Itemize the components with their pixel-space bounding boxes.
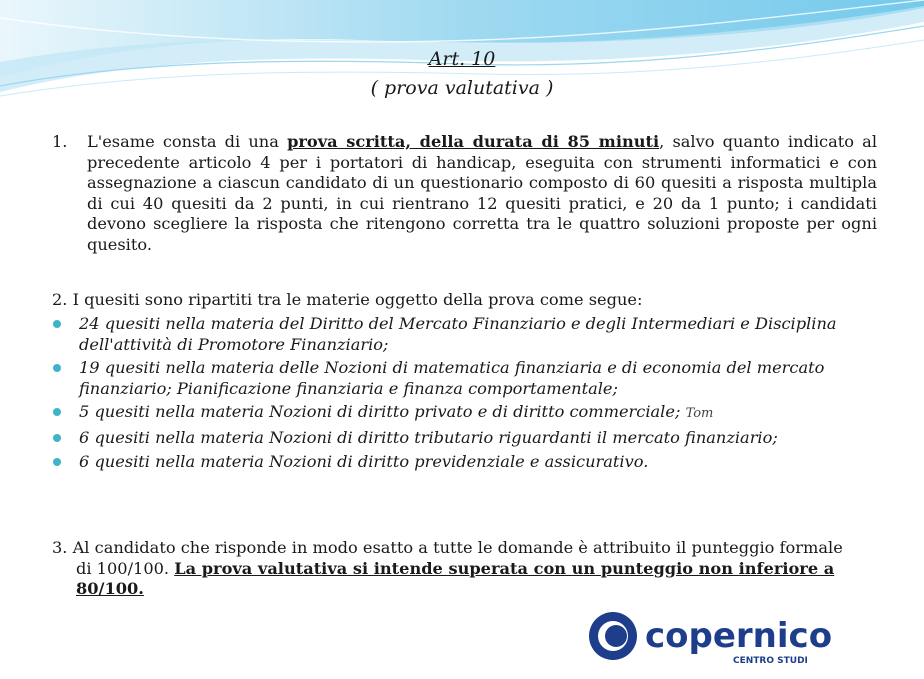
bullet-dot-icon xyxy=(53,458,61,466)
paragraph-3-second: di 100/100. xyxy=(76,558,170,578)
list-item xyxy=(52,402,852,425)
paragraph-3 xyxy=(52,538,862,600)
list-item-text: 24 quesiti nella materia del Diritto del Mercato Finanziario e degli Intermediari e Disciplina dell'attività di Promotore Finanziario; xyxy=(79,314,837,354)
copernico-logo xyxy=(583,603,853,673)
list-item xyxy=(52,428,852,449)
paragraph-1-body xyxy=(52,132,877,256)
list-item xyxy=(52,358,852,399)
logo-wordmark: copernico xyxy=(645,616,833,656)
bullet-dot-icon xyxy=(53,434,61,442)
list-item-text: 6 quesiti nella materia Nozioni di diritto previdenziale e assicurativo. xyxy=(79,451,649,471)
handwritten-note: Tom xyxy=(685,406,714,422)
paragraph-1-lead: L'esame consta di una xyxy=(87,132,279,151)
list-item-text: 5 quesiti nella materia Nozioni di diritto privato e di diritto commerciale; xyxy=(79,402,681,422)
logo-subtitle: CENTRO STUDI xyxy=(733,656,808,666)
paragraph-1 xyxy=(52,132,877,256)
list-item xyxy=(52,452,852,473)
list-item-text: 19 quesiti nella materia delle Nozioni di matematica finanziaria e di economia del mercato finanziario; Pianificazione finanziaria e finanza comportamentale; xyxy=(79,358,825,398)
list-item-text: 6 quesiti nella materia Nozioni di diritto tributario riguardanti il mercato finanziario; xyxy=(79,427,778,447)
subject-list xyxy=(52,314,852,475)
article-subtitle: ( prova valutativa ) xyxy=(370,77,554,99)
paragraph-3-lead: Al candidato che risponde in modo esatto a tutte le domande è attribuito il punteggio formale xyxy=(72,538,843,557)
bullet-dot-icon xyxy=(53,364,61,372)
bullet-dot-icon xyxy=(53,320,61,328)
list-item xyxy=(52,314,852,355)
paragraph-1-number: 1. xyxy=(52,132,68,151)
paragraph-2-intro: 2. I quesiti sono ripartiti tra le materie oggetto della prova come segue: xyxy=(52,290,643,309)
paragraph-3-continuation xyxy=(52,559,862,600)
bullet-dot-icon xyxy=(53,408,61,416)
paragraph-3-number: 3. xyxy=(52,538,68,557)
paragraph-3-highlight: La prova valutativa si intende superata con un punteggio non inferiore a 80/100. xyxy=(76,558,835,599)
paragraph-1-highlight: prova scritta, della durata di 85 minuti xyxy=(287,132,660,151)
paragraph-1-rest: , salvo quanto indicato al precedente articolo 4 per i portatori di handicap, eseguita con strumenti informatici e con assegnazione a ciascun candidato di un questionario composto di 60 quesiti a risposta multipla di cui 40 quesiti da 2 punti, in cui rientrano 12 quesiti pratici, e 20 da 1 punto; i candidati devono scegliere la risposta che ritengono corretta tra le quattro soluzioni proposte per ogni quesito. xyxy=(87,132,877,254)
article-title: Art. 10 xyxy=(428,48,496,70)
